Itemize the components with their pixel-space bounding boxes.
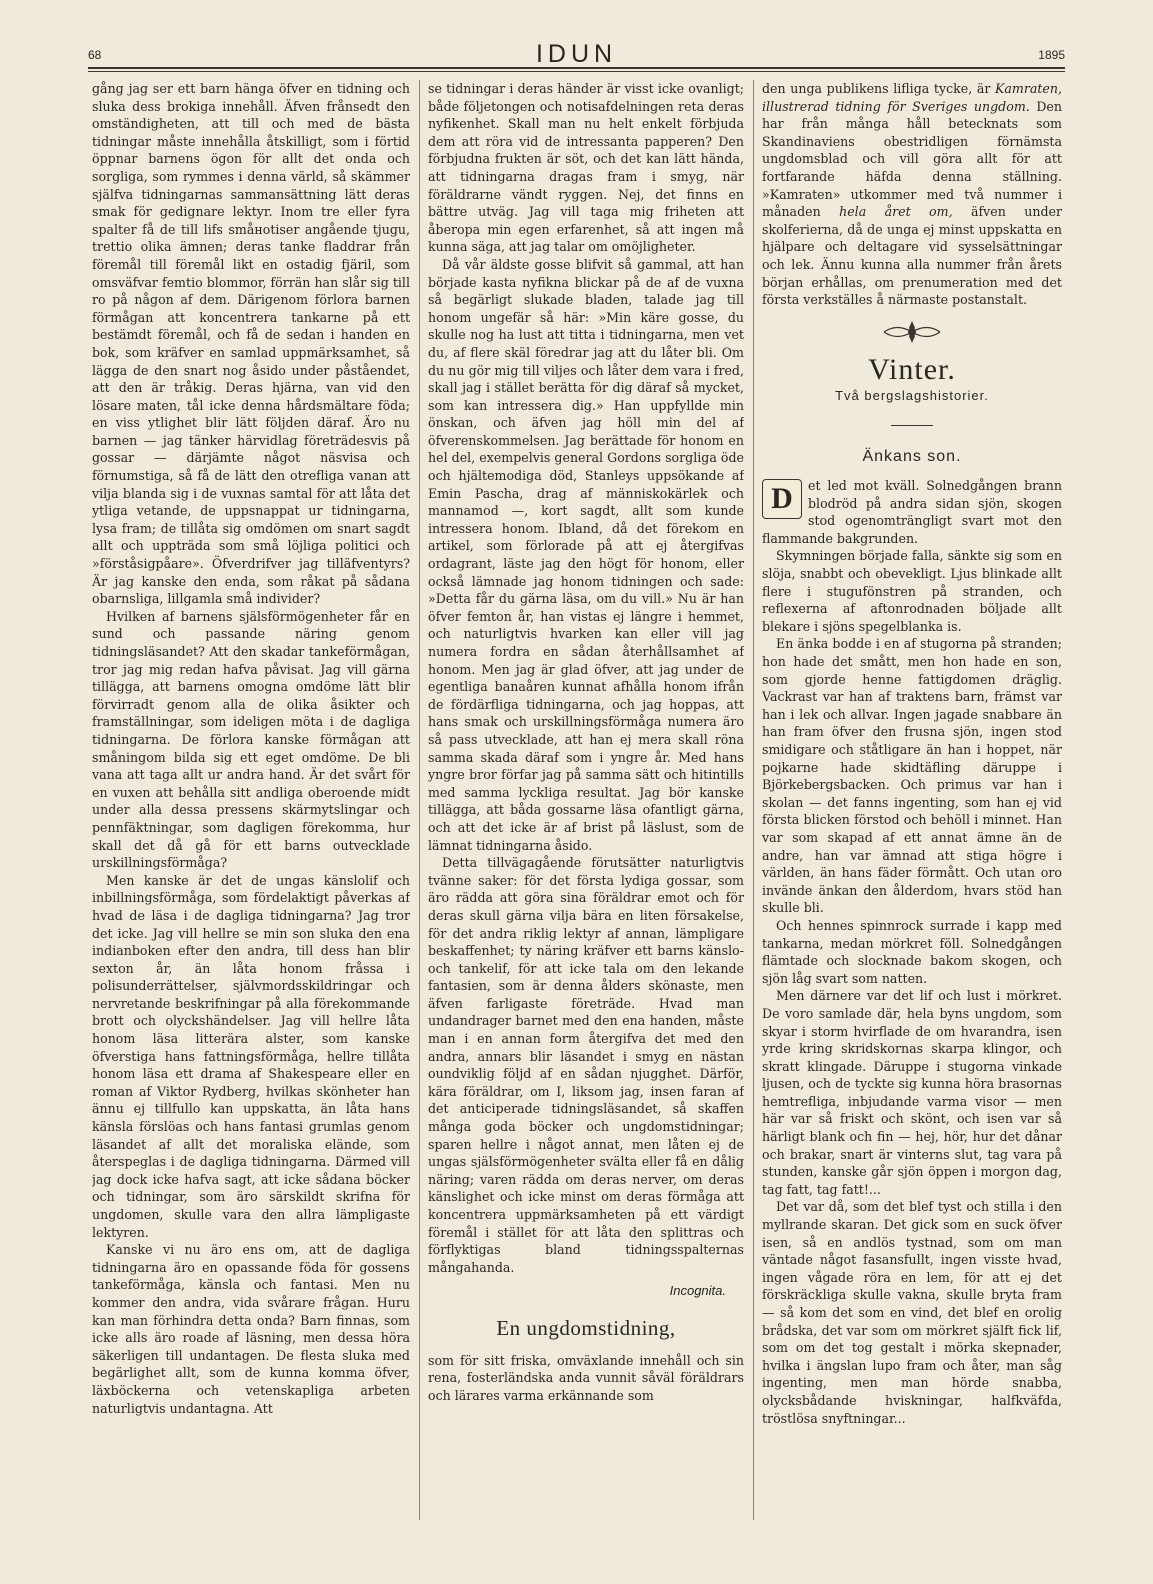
col3-paragraph-3: Skymningen började falla, sänkte sig som en slöja, snabbt och obevekligt. Ljus blinkade allt flere i stugufönstren på stranden, och reflexerna af aftonrodnaden böljade allt blekare i sjöns spegelblanka is. bbox=[762, 548, 1062, 634]
col2-paragraph-2: Då vår äldste gosse blifvit så gammal, att han började kasta nyfikna blickar på de af de vuxna så begärligt slukade bladen, talade jag till honom ungefär så här: »Min käre gosse, du skulle nog ha lust att titta i tidningarna, men vet du, af flere skäl föredrar jag att du låter bli. Om du nu gör mig till viljes och låter dem vara i fred, skall jag i stället berätta för dig däraf så mycket, som kan intressera dig.» Han uppfyllde min önskan, och äfven jag höll min del af öfverenskommelsen. Jag berättade för honom en hel del, exempelvis general Gordons sorgliga öde och hjältemodiga död, Stanleys uppsökande af Emin Pascha, drag af människokärlek och mannamod —, kort sagdt, allt som kunde intressera honom. Ibland, då det förekom en artikel, som förlorade på att ej återgifvas ordagrant, läste jag den högt för honom, eller också lämnade jag honom tidningen och sade: »Detta får du gärna läsa, om du vill.» Nu är han öfver femton år, han vistas ej längre i hemmet, och naturligtvis hvarken kan eller vill jag numera fordra en sådan återhållsamhet af honom. Men jag är glad öfver, att jag under de egentliga banaåren kunnat afhålla honom ifrån de fördärfliga tidningarna, och jag hoppas, att hans smak och urskillningsförmåga numera äro så pass utvecklade, att han ej mera skall röna samma skada däraf som i yngre år. Med hans yngre bror förfar jag på samma sätt och hitintills med samma lyckliga resultat. Jag bör kanske tillägga, att båda gossarne läsa ofantligt gärna, och att det icke är af brist på läslust, som de lämnat tidningarna åsido. bbox=[428, 256, 744, 853]
col3-paragraph-4: En änka bodde i en af stugorna på stranden; hon hade det smått, men hon hade en son, som gjorde henne fattigdomen dräglig. Vackrast var han af traktens barn, främst var han i lek och allvar. Ingen jagade snabbare än han fram öfver den frusna sjön, ingen stod smidigare och ståtligare än han i hoppet, när pojkarne hade skidtäfling däruppe i Björkebergsbacken. Och primus var han i skolan — det fanns ingenting, som han ej vid första blicken förstod och behöll i minnet. Han var som skapad af ett annat ämne än de andre, han var ämnad att stiga högre i världen, än hans fäder förmått. Och utan oro invände änkan den ålderdom, hvars stöd han skulle bli. bbox=[762, 636, 1062, 916]
page-header bbox=[88, 40, 1065, 68]
col1-paragraph-1: gång jag ser ett barn hänga öfver en tidning och sluka dess brokiga innehåll. Äfven frånsedt den omständigheten, att till och med de bästa tidningar måste innehålla åtskilligt, som i förtid öppnar barnens ögon för allt det onda och sorgliga, som rymmes i denna värld, så skämmer själfva tidningarnas sammansättning lätt deras smak för gedignare lektyr. Inom tre eller fyra spalter få de till lifs småнotiser angående tjugu, trettio olika ämnen; deras tanke fladdrar från föremål till föremål likt en ostadig fjäril, som omsväfvar femtio blommor, förrän han slår sig till ro på någon af dem. Därigenom förlora barnen förmågan att koncentrera tankarne på ett bestämdt föremål, och få de sedan i handen en bok, som kräfver en samlad uppmärksamhet, så lägga de den snart nog åsido under påståendet, att den är tråkig. Deras hjärna, van vid den lösare maten, tål icke denna hårdsmältare föda; en viss ytlighet blir lätt följden däraf. Äro nu barnen — jag tänker härvidlag företrädesvis på gossar — därjämte något näsvisa och förnumstiga, så få de lätt den otrefliga vanan att vilja blanda sig i de vuxnas samtal för att låta det ytliga vetande, de uppsnappat ur tidningarna, lysa fram; de tillåta sig omdömen om snart sagdt allt och uppträda som små löjliga politici och »förståsigpåare». Öfverdrifver jag tilläfventyrs? Är jag kanske den enda, som råkat på sådana obarnsliga, lillgamla små individer? bbox=[92, 81, 410, 607]
ornament-icon bbox=[762, 319, 1062, 350]
column-3 bbox=[762, 80, 1062, 1520]
dropcap-letter: D bbox=[762, 479, 802, 519]
col3-paragraph-6: Men därnere var det lif och lust i mörkret. De voro samlade där, hela byns ungdom, som skyar i storm hvirflade de om hvarandra, isen yrde kring skridskornas skarpa klingor, och skratt klingade. Däruppe i stugorna vinkade ljusen, och de tyckte sig kunna höra brasornas hemtrefliga, inbjudande varma visor — men här var så friskt och skönt, och isen var så härligt blank och fin — hej, hör, hur det dånar och brakar, snart är vinterns slut, tag vara på stunden, kanske går sjön öppen i morgon dag, tag fatt, tag fatt!... bbox=[762, 988, 1062, 1197]
col2-paragraph-1: se tidningar i deras händer är visst icke ovanligt; både följetongen och notisafdelningen reta deras nyfikenhet. Skall man nu helt enkelt förbjuda dem att röra vid de intressanta papperen? Den förbjudna frukten är söt, och det kan lätt hända, att tidningarna dragas fram i smyg, när föräldrarne vändt ryggen. Nej, det finns en bättre utväg. Jag vill taga mig friheten att åberopa min egen erfarenhet, så att ingen må kunna säga, att jag talar om omöjligheter. bbox=[428, 81, 744, 255]
ankans-son-title: Änkans son. bbox=[862, 447, 962, 465]
header-rule-thick bbox=[88, 67, 1065, 69]
masthead-title: IDUN bbox=[535, 40, 618, 68]
col1-paragraph-4: Kanske vi nu äro ens om, att de dagliga tidningarna äro en opassande föda för gossens tankeförmåga, känsla och fantasi. Men nu kommer den andra, vida svårare frågan. Huru kan man förhindra detta onda? Barn finnas, som icke alls äro roade af läsning, men dessa höra säkerligen till undantagen. De flesta sluka med begärlighet allt, som de kunna komma öfver, läxböckerna och vetenskapliga arbeten naturligtvis undantagna. Att bbox=[92, 1242, 410, 1416]
header-rule-thin bbox=[88, 71, 1065, 72]
page-number: 68 bbox=[88, 48, 102, 62]
year: 1895 bbox=[1038, 48, 1065, 62]
col3-p2-text: et led mot kväll. Solnedgången brann blodröd på andra sidan sjön, skogen stod ogenomträngligt svart mot den flammande bakgrunden. bbox=[762, 478, 1062, 546]
column-1 bbox=[92, 80, 410, 1520]
col3-paragraph-7: Det var då, som det blef tyst och stilla i den myllrande skaran. Det gick som en suck öfver isen, så en andlös tystnad, som om man väntade något fasansfullt, ingen visste hvad, ingen vågade röra en lem, för att ej det förskräckliga skulle vakna, skulle bryta fram — så kom det som en vind, det blef en orolig brådska, det var som om mörkret själft fick lif, som om det tog gestalt i mörka skepnader, hvilka i ängslan lupo fram och åter, man såg ingenting, men man hörde snabba, olycksbådande hviskningar, halfkväfda, tröstlösa snyftningar... bbox=[762, 1199, 1062, 1426]
col2-paragraph-4: som för sitt friska, omväxlande innehåll och sin rena, fosterländska anda vunnit såväl föräldrars och lärares varma erkännande som bbox=[428, 1352, 744, 1403]
col1-paragraph-2: Hvilken af barnens själsförmögenheter får en sund och passande näring genom tidningsläsandet? Att den skadar tankeförmågan, tror jag mig redan hafva påvisat. Jag vill gärna tillägga, att barnens omogna omdöme lätt blir förvirradt genom alla de olika åsikter och framställningar, som ideligen möta i de dagliga tidningarna. De förlora kanske förmågan att småningom bilda sig ett eget omdöme. De bli vana att taga allt ur andra hand. Är det svårt för en vuxen att behålla sitt andliga oberoende midt under alla dessa pressens skärmytslingar och pennfäktningar, som dagligen förekomma, hur skall det då gå för ett barns outvecklade urskillningsförmåga? bbox=[92, 608, 410, 871]
hela-aret-om: hela året om, bbox=[839, 204, 953, 220]
col1-paragraph-3: Men kanske är det de ungas känslolif och inbillningsförmåga, som fördelaktigt påverkas af hvad de läsa i de dagliga tidningarna? Jag tror det icke. Jag vill hellre se min son sluka den ena indianboken efter den andra, till dess han blir sexton år, än låta honom fråssa i polisunderrättelser, självmordsskildringar och nervretande beskrifningar på alla förekommande brott och olyckshändelser. Jag vill hellre låta honom läsa litterära alster, som kanske öfverstiga hans fattningsförmåga, hellre tillåta honom läsa ett drama af Shakespeare eller en roman af Viktor Rydberg, hvilkas skönheter han ännu ej tillfullo kan uppskatta, än låta hans känsla förslöas och hans fantasi grumlas genom läsandet af allt det moraliska elände, som återspeglas i de dagliga tidningarna. Därmed vill jag dock icke hafva sagt, att icke sådana böcker och tidningar, som äro särskildt skrifna för ungdomen, skulle vara den allra lämpligaste lektyren. bbox=[92, 872, 410, 1240]
dropcap-container bbox=[762, 479, 802, 519]
col2-paragraph-3: Detta tillvägagående förutsätter naturligtvis tvänne saker: för det första lydiga gossar, som äro rädda att göra sina föräldrar emot och för deras skull gärna vilja bära en liten försakelse, för det andra riklig lektyr af annan, lämpligare beskaffenhet; ty näring kräfver ett barns känslo- och tankelif, för att icke tala om den lekande fantasien, som är denna ålders skönaste, men äfven farligaste företräde. Hvad man undandrager barnet med den ena handen, måste man i en annan form återgifva det med den andra, annars blir läsandet i smyg en nästan oundviklig följd af en sådan njugghet. Därför, kära föräldrar, om I, liksom jag, insen faran af det anticiperade tidningsläsandet, så skaffen många goda böcker och ungdomstidningar; sparen hellre i något annat, men låten ej de ungas själsförmögenheter svälta eller få en dålig näring; varen rädda om deras nerver, om deras känslighet och icke minst om deras förmåga att koncentrera uppmärksamheten på ett värdigt föremål i stället för att låta den splittras och förflyktigas bland tidningsspalternas mångahanda. bbox=[428, 855, 744, 1275]
col3-p1-part-b: Den har från många håll betecknats som Skandinaviens obestridligen förnämsta ungdomsblad och vill göra allt för att fortfarande häfda denna ställning. »Kamraten» utkommer med två nummer i månaden bbox=[762, 98, 1062, 220]
col3-p1-part-c: äfven under skolferierna, då de unga ej minst uppskatta en hjälpare och deltagare vid sysselsättningar och lek. Ännu kunna alla nummer från årets början erhållas, om prenumeration med det första verkställes å närmaste postanstalt. bbox=[762, 204, 1062, 308]
column-divider-2 bbox=[753, 80, 754, 1520]
kamraten-title: Kamraten, illustrerad tidning för Sveriges ungdom. bbox=[762, 81, 1062, 114]
col3-p1-part-a: den unga publikens lifliga tycke, är bbox=[762, 81, 995, 96]
column-2 bbox=[428, 80, 744, 1520]
col3-paragraph-2 bbox=[762, 477, 1062, 547]
vinter-title: Vinter. bbox=[868, 353, 956, 387]
col3-paragraph-1 bbox=[762, 80, 1062, 309]
col3-paragraph-5: Och hennes spinnrock surrade i kapp med tankarna, medan mörkret föll. Solnedgången flämtade och slocknade bakom skogen, och sjön låg svart som natten. bbox=[762, 917, 1062, 986]
column-divider-1 bbox=[419, 80, 420, 1520]
vinter-subtitle: Två bergslagshistorier. bbox=[835, 387, 989, 403]
author-signature: Incognita. bbox=[669, 1283, 726, 1299]
ungdomstidning-title: En ungdomstidning, bbox=[496, 1315, 676, 1340]
short-rule bbox=[891, 425, 933, 426]
